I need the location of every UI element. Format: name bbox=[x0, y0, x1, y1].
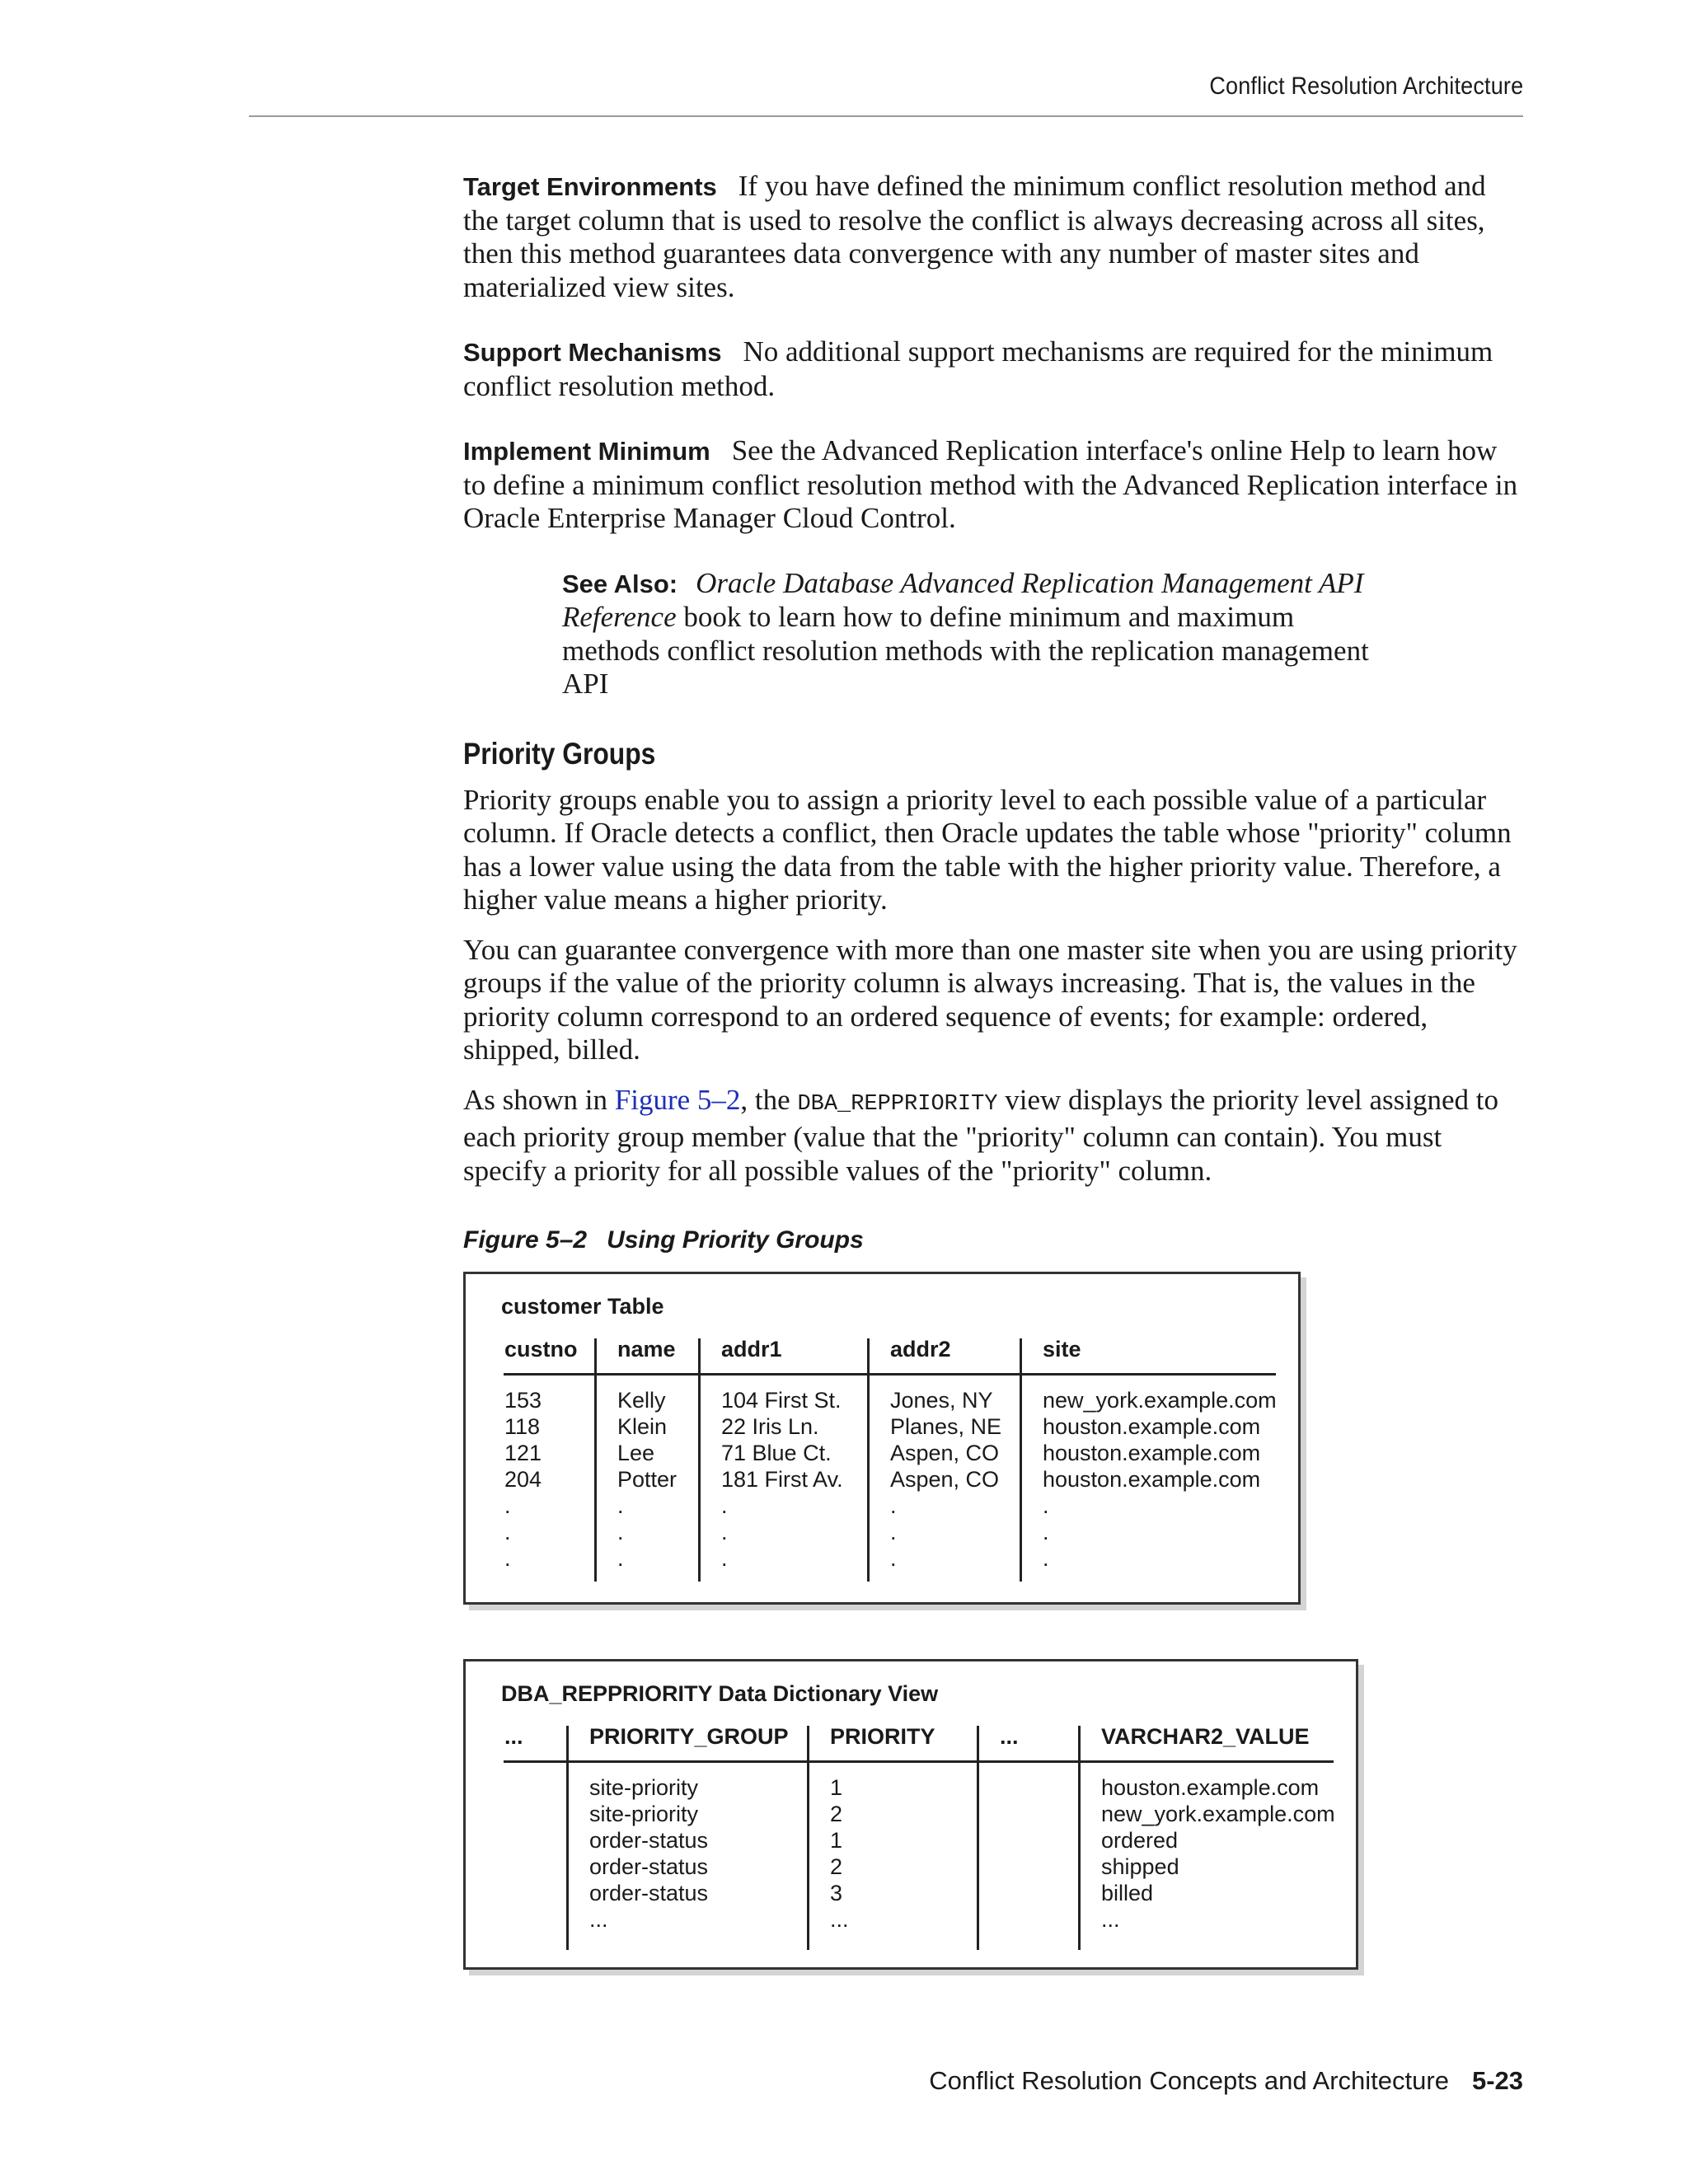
footer-chapter-title: Conflict Resolution Concepts and Architecture bbox=[929, 2066, 1449, 2095]
column-divider bbox=[977, 1726, 979, 1950]
support-mechanisms-heading: Support Mechanisms bbox=[463, 338, 722, 367]
paragraph-text: view displays the priority level assigned to each priority group member (value that the "priority" column can contain). You must specify a priority for all possible values of the "priority" column. bbox=[463, 1083, 1499, 1187]
column-divider bbox=[566, 1726, 569, 1950]
name-column: Kelly Klein Lee Potter . . . bbox=[617, 1388, 678, 1571]
column-header-ellipsis: ... bbox=[1000, 1724, 1019, 1749]
column-header-site: site bbox=[1043, 1337, 1081, 1361]
target-environments-heading: Target Environments bbox=[463, 172, 717, 201]
addr2-column: Jones, NY Planes, NE Aspen, CO Aspen, CO . . . bbox=[890, 1388, 1002, 1571]
support-mechanisms-paragraph bbox=[463, 335, 1526, 403]
see-also-note bbox=[562, 567, 1386, 701]
column-divider bbox=[1020, 1338, 1022, 1582]
implement-minimum-paragraph bbox=[463, 434, 1526, 536]
site-column: new_york.example.com houston.example.com houston.example.com houston.example.com . . . bbox=[1043, 1388, 1277, 1571]
column-divider bbox=[807, 1726, 809, 1950]
column-divider bbox=[594, 1338, 597, 1582]
priority-groups-heading: Priority Groups bbox=[463, 736, 656, 771]
column-header-varchar2-value: VARCHAR2_VALUE bbox=[1101, 1724, 1310, 1749]
customer-table-title: customer Table bbox=[501, 1294, 664, 1319]
see-also-label: See Also: bbox=[562, 569, 678, 598]
priority-groups-paragraph-3 bbox=[463, 1084, 1526, 1188]
header-rule bbox=[249, 115, 1523, 117]
priority-groups-paragraph-1: Priority groups enable you to assign a priority level to each possible value of a particular column. If Oracle detects a conflict, then Oracle updates the table whose "priority" column has a lower value using the data from the table with the higher priority value. Therefore, a higher value means a higher priority. bbox=[463, 783, 1512, 916]
column-header-addr2: addr2 bbox=[890, 1337, 951, 1361]
customer-table-box bbox=[463, 1272, 1301, 1605]
header-underline bbox=[504, 1760, 1334, 1763]
figure-caption bbox=[463, 1224, 1526, 1258]
implement-minimum-text: See the Advanced Replication interface's online Help to learn how to define a minimum conflict resolution method with the Advanced Replication interface in Oracle Enterprise Manager Cloud Control. bbox=[463, 434, 1518, 534]
column-header-addr1: addr1 bbox=[721, 1337, 782, 1361]
figure-5-2-link[interactable]: Figure 5–2 bbox=[614, 1083, 741, 1116]
support-mechanisms-text: No additional support mechanisms are required for the minimum conflict resolution method. bbox=[463, 335, 1493, 402]
priority-view-box bbox=[463, 1659, 1358, 1970]
see-also-book-title[interactable]: Oracle Database Advanced Replication Management API Reference bbox=[562, 566, 1364, 633]
see-also-text: book to learn how to define minimum and maximum methods conflict resolution methods with the replication management API bbox=[562, 601, 1369, 700]
column-header-name: name bbox=[617, 1337, 676, 1361]
column-header-custno: custno bbox=[504, 1337, 578, 1361]
implement-minimum-heading: Implement Minimum bbox=[463, 437, 710, 466]
header-underline bbox=[504, 1373, 1276, 1376]
custno-column: 153 118 121 204 . . . bbox=[504, 1388, 542, 1571]
priority-groups-paragraph-2: You can guarantee convergence with more than one master site when you are using priority groups if the value of the priority column is always increasing. That is, the values in the priority column correspond to an ordered sequence of events; for example: ordered, shipped, billed. bbox=[463, 933, 1517, 1066]
page-content bbox=[463, 170, 1526, 1258]
target-environments-text: If you have defined the minimum conflict resolution method and the target column that is used to resolve the conflict is always decreasing across all sites, then this method guarantees data convergence with any number of master sites and materialized view sites. bbox=[463, 170, 1486, 303]
figure-title: Using Priority Groups bbox=[607, 1226, 864, 1254]
column-divider bbox=[1078, 1726, 1081, 1950]
dba-reppriority-code: DBA_REPPRIORITY bbox=[797, 1091, 998, 1117]
priority-column: 1 2 1 2 3 ... bbox=[830, 1775, 849, 1932]
target-environments-paragraph bbox=[463, 170, 1526, 304]
column-header-priority-group: PRIORITY_GROUP bbox=[589, 1724, 789, 1749]
running-header: Conflict Resolution Architecture bbox=[1209, 73, 1523, 100]
page-footer bbox=[929, 2066, 1523, 2096]
column-divider bbox=[867, 1338, 870, 1582]
page-number: 5-23 bbox=[1471, 2066, 1523, 2095]
varchar2-value-column: houston.example.com new_york.example.com ordered shipped billed ... bbox=[1101, 1775, 1335, 1932]
addr1-column: 104 First St. 22 Iris Ln. 71 Blue Ct. 181 First Av. . . . bbox=[721, 1388, 843, 1571]
column-header-priority: PRIORITY bbox=[830, 1724, 935, 1749]
column-header-ellipsis: ... bbox=[504, 1724, 523, 1749]
paragraph-text: , the bbox=[740, 1083, 798, 1116]
figure-number: Figure 5–2 bbox=[463, 1226, 588, 1254]
priority-view-title: DBA_REPPRIORITY Data Dictionary View bbox=[501, 1681, 939, 1706]
column-divider bbox=[698, 1338, 701, 1582]
paragraph-text: As shown in bbox=[463, 1083, 615, 1116]
priority-group-column: site-priority site-priority order-status order-status order-status ... bbox=[589, 1775, 709, 1932]
